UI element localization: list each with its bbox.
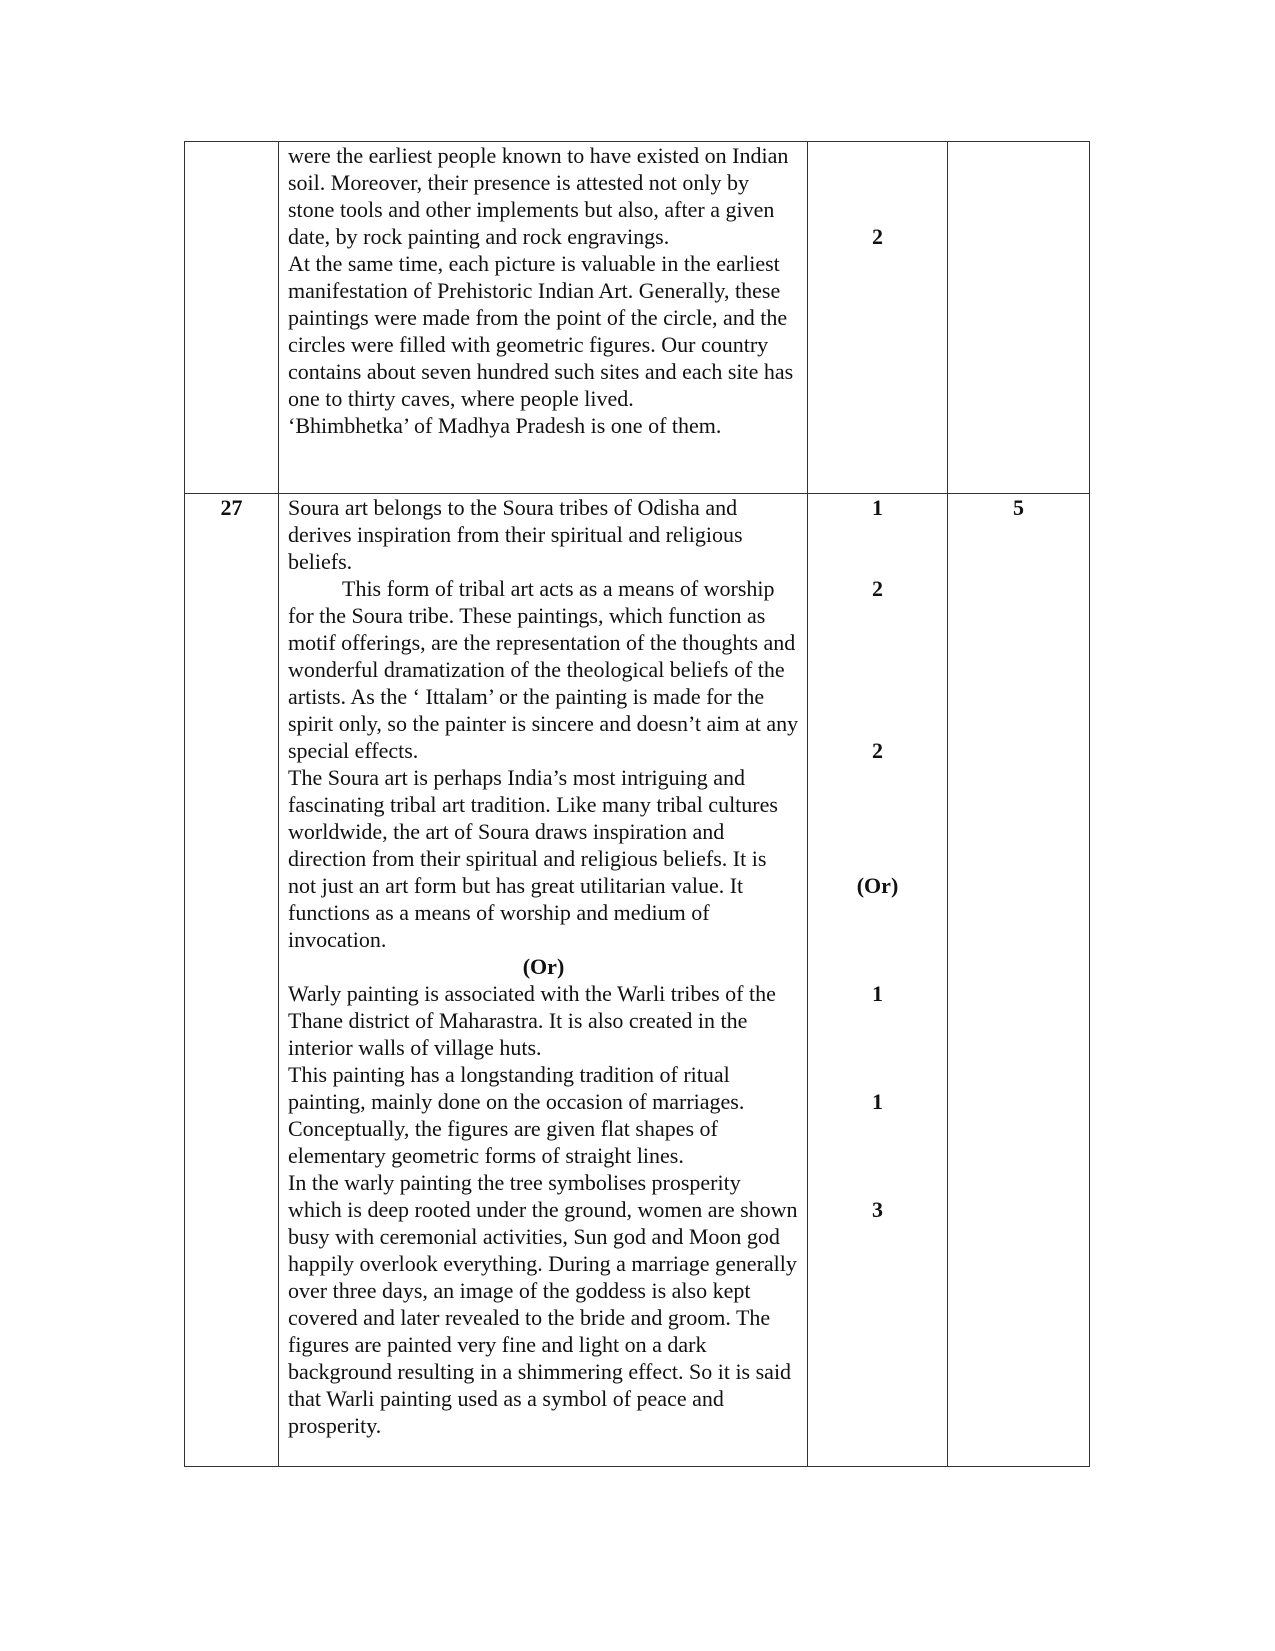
answer-paragraph: ‘Bhimbhetka’ of Madhya Pradesh is one of them. xyxy=(288,413,722,438)
marks-cell xyxy=(807,494,947,1466)
answer-paragraph: were the earliest people known to have existed on Indian soil. Moreover, their presence is attested not only by stone tools and other implements but also, after a given date, by rock painting and rock engravings. xyxy=(288,143,789,249)
table-row xyxy=(185,493,1089,1466)
answer-paragraph: This form of tribal art acts as a means of worship for the Soura tribe. These paintings, which function as motif offerings, are the representation of the thoughts and wonderful dramatization of the theological beliefs of the artists. As the ‘ Ittalam’ or the painting is made for the spirit only, so the painter is sincere and doesn’t aim at any special effects. xyxy=(288,576,799,763)
total-marks: 5 xyxy=(1013,495,1024,520)
question-number: 27 xyxy=(220,495,243,520)
answer-paragraph: Warly painting is associated with the Warli tribes of the Thane district of Maharastra. It is also created in the interior walls of village huts. xyxy=(288,981,776,1060)
answer-cell xyxy=(278,142,807,493)
mark-value: (Or) xyxy=(856,873,899,898)
mark-value: 1 xyxy=(872,495,883,520)
answer-paragraph: This painting has a longstanding tradition of ritual painting, mainly done on the occasion of marriages. Conceptually, the figures are given flat shapes of elementary geometric forms of straight lines. xyxy=(288,1062,745,1168)
mark-value: 2 xyxy=(872,738,883,763)
mark-value: 2 xyxy=(872,224,883,249)
table-row xyxy=(185,142,1089,493)
answer-paragraph: In the warly painting the tree symbolises prosperity which is deep rooted under the ground, women are shown busy with ceremonial activities, Sun god and Moon god happily overlook everything. During a marriage generally over three days, an image of the goddess is also kept covered and later revealed to the bride and groom. The figures are painted very fine and light on a dark background resulting in a shimmering effect. So it is said that Warli painting used as a symbol of peace and prosperity. xyxy=(288,1170,798,1438)
answer-paragraph: At the same time, each picture is valuable in the earliest manifestation of Prehistoric Indian Art. Generally, these paintings were made from the point of the circle, and the circles were filled with geometric figures. Our country contains about seven hundred such sites and each site has one to thirty caves, where people lived. xyxy=(288,251,794,411)
question-number-cell xyxy=(185,142,278,493)
answer-paragraph: The Soura art is perhaps India’s most intriguing and fascinating tribal art tradition. Like many tribal cultures worldwide, the art of Soura draws inspiration and direction from their spiritual and religious beliefs. It is not just an art form but has great utilitarian value. It functions as a means of worship and medium of invocation. xyxy=(288,765,778,952)
question-number-cell xyxy=(185,494,278,1466)
answer-cell xyxy=(278,494,807,1466)
total-marks-cell xyxy=(947,142,1089,493)
marking-scheme-table xyxy=(184,141,1090,1467)
mark-value: 3 xyxy=(872,1197,883,1222)
mark-value: 1 xyxy=(872,981,883,1006)
answer-paragraph: Soura art belongs to the Soura tribes of Odisha and derives inspiration from their spiritual and religious beliefs. xyxy=(288,495,743,574)
mark-value: 1 xyxy=(872,1089,883,1114)
mark-value: 2 xyxy=(872,576,883,601)
or-separator: (Or) xyxy=(522,954,565,979)
total-marks-cell xyxy=(947,494,1089,1466)
marks-cell xyxy=(807,142,947,493)
